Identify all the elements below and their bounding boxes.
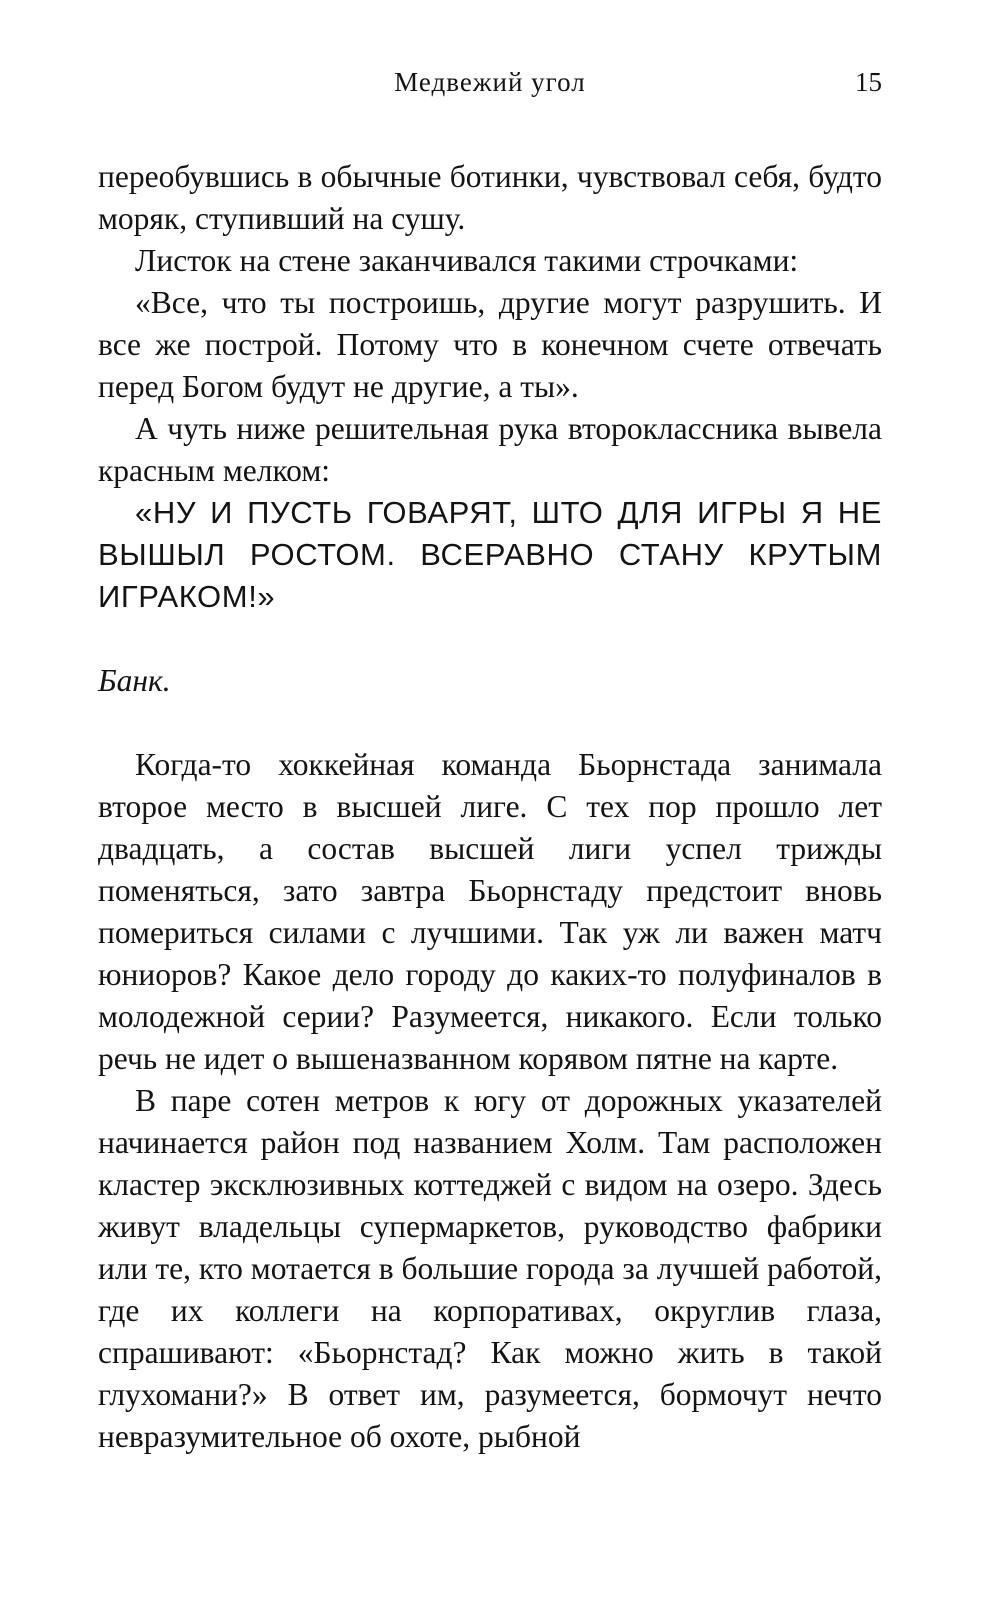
paragraph-hill-district: В паре сотен метров к югу от дорожных указателей начинается район под названием Холм. Там расположен кластер эксклюзивных коттеджей с видом на озеро. Здесь живут владельцы супермаркетов, руководство фабрики или те, кто мотается в большие города за лучшей работой, где их коллеги на корпоративах, округлив глаза, спрашивают: «Бьорнстад? Как можно жить в такой глухомани?» В ответ им, разумеется, бормочут нечто невразумительное об охоте, рыбной: [98, 1083, 882, 1454]
page-number: 15: [855, 67, 882, 97]
body-text: [98, 156, 882, 1458]
paragraph-second-grader: А чуть ниже решительная рука второклассника вывела красным мелком:: [98, 411, 882, 488]
paragraph-leaflet-intro: Листок на стене заканчивался такими строчками:: [135, 243, 799, 278]
paragraph-quote: «Все, что ты построишь, другие могут разрушить. И все же построй. Потому что в конечном счете отвечать перед Богом будут не другие, а ты».: [98, 285, 882, 404]
page-header: [98, 62, 882, 102]
paragraph-continuation: переобувшись в обычные ботинки, чувствовал себя, будто моряк, ступивший на сушу.: [98, 159, 882, 236]
paragraph-hockey-team: Когда-то хоккейная команда Бьорнстада занимала второе место в высшей лиге. С тех пор прошло лет двадцать, а состав высшей лиги успел трижды поменяться, зато завтра Бьорнстаду предстоит вновь помериться силами с лучшими. Так уж ли важен матч юниоров? Какое дело городу до каких-то полуфиналов в молодежной серии? Разумеется, никакого. Если только речь не идет о вышеназванном корявом пятне на карте.: [98, 747, 882, 1076]
section-label: Банк.: [98, 663, 171, 698]
paragraph-caps-quote: «НУ И ПУСТЬ ГОВАРЯТ, ШТО ДЛЯ ИГРЫ Я НЕ ВЫШЫЛ РОСТОМ. ВСЕРАВНО СТАНУ КРУТЫМ ИГРАКОМ!»: [98, 495, 882, 614]
running-title: Медвежий угол: [394, 67, 586, 97]
